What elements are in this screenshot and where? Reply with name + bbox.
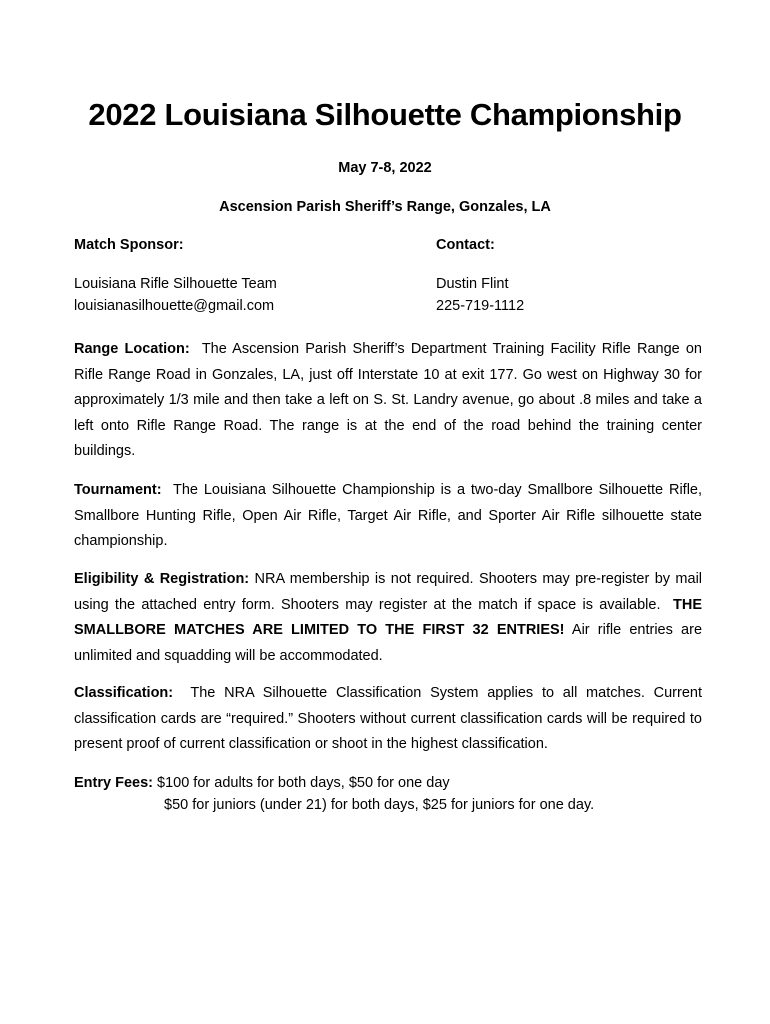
classification-text: The NRA Silhouette Classification System applies to all matches. Current classification cards are “required.” Shooters without current classification cards will be required to present proof of current classification or shoot in the highest classification.: [74, 685, 702, 752]
entry-fees-adults: $100 for adults for both days, $50 for one day: [157, 775, 450, 791]
sponsor-name: Louisiana Rifle Silhouette Team: [74, 276, 277, 292]
range-location-label: Range Location:: [74, 341, 190, 357]
tournament-section: [74, 478, 702, 555]
contact-details: [436, 273, 524, 317]
classification-label: Classification:: [74, 685, 174, 701]
contact-phone: 225-719-1112: [436, 298, 525, 314]
entry-fees-juniors: $50 for juniors (under 21) for both days, $25 for juniors for one day.: [164, 797, 595, 813]
page-title: 2022 Louisiana Silhouette Championship: [88, 97, 682, 132]
eligibility-emphasis: THE SMALLBORE MATCHES ARE LIMITED TO THE FIRST 32 ENTRIES!: [74, 596, 702, 638]
sponsor-details: [74, 273, 277, 317]
tournament-label: Tournament:: [74, 482, 162, 498]
eligibility-section: [74, 567, 702, 669]
event-venue: Ascension Parish Sheriff’s Range, Gonzales, LA: [219, 199, 551, 215]
event-date: May 7-8, 2022: [338, 160, 432, 176]
entry-fees-section: [74, 772, 594, 816]
entry-fees-label: Entry Fees:: [74, 775, 153, 791]
eligibility-text: NRA membership is not required. Shooters may pre-register by mail using the attached entry form. Shooters may register at the match if space is available.: [74, 571, 703, 613]
tournament-text: The Louisiana Silhouette Championship is a two-day Smallbore Silhouette Rifle, Smallbore Hunting Rifle, Open Air Rifle, Target Air Rifle, and Sporter Air Rifle silhouette state championship.: [74, 482, 703, 549]
range-location-text: The Ascension Parish Sheriff’s Department Training Facility Rifle Range on Rifle Range Road in Gonzales, LA, just off Interstate 10 at exit 177. Go west on Highway 30 for approximately 1/3 mile and then take a left on S. St. Landry avenue, go about .8 miles and take a left onto Rifle Range Road. The range is at the end of the road behind the training center buildings.: [74, 341, 702, 459]
sponsor-email: louisianasilhouette@gmail.com: [74, 298, 275, 314]
range-location-section: [74, 337, 702, 465]
eligibility-text-2: Air rifle entries are unlimited and squadding will be accommodated.: [74, 622, 703, 664]
sponsor-label: Match Sponsor:: [74, 237, 184, 253]
contact-name: Dustin Flint: [436, 276, 509, 292]
classification-section: [74, 681, 702, 758]
eligibility-label: Eligibility & Registration:: [74, 571, 250, 587]
contact-label: Contact:: [436, 237, 495, 253]
